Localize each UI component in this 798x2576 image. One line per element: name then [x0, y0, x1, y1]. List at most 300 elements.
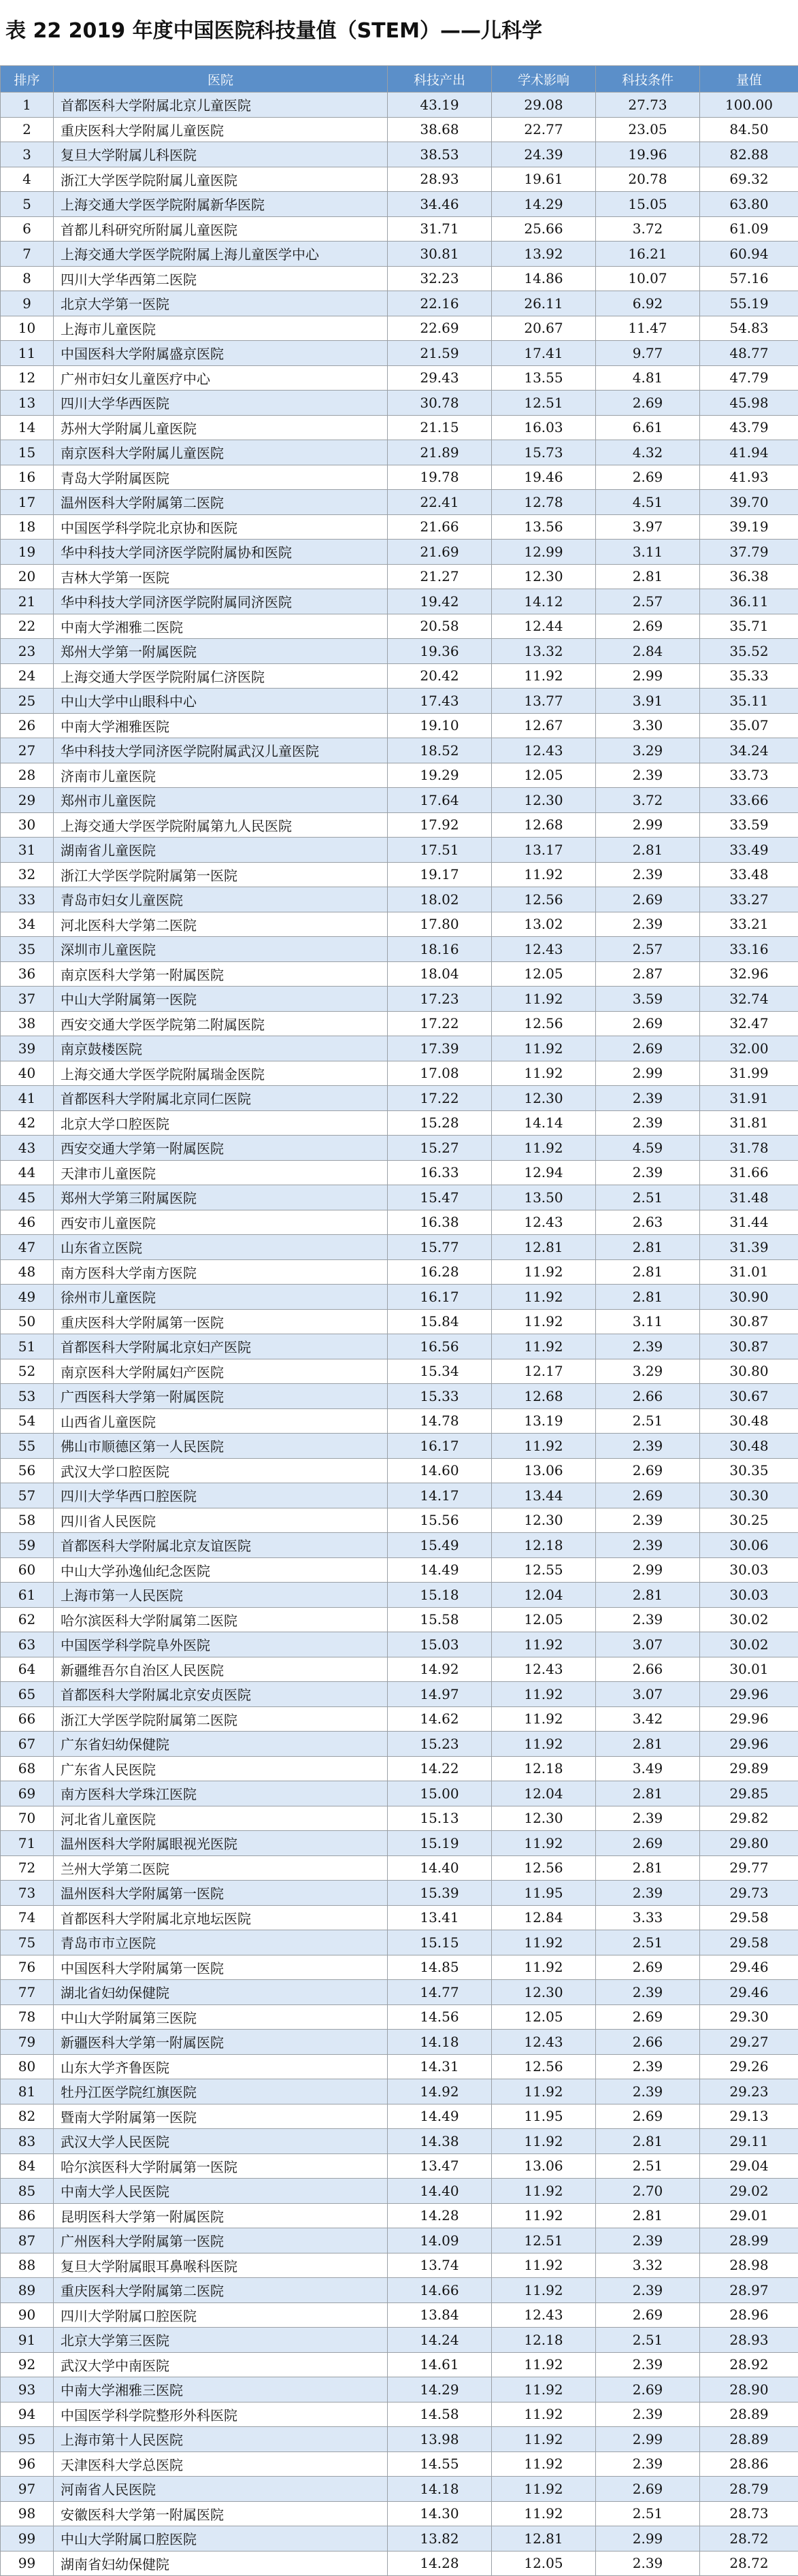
cell-score: 33.49 — [700, 838, 798, 863]
cell-score: 34.24 — [700, 738, 798, 763]
cell-rank: 92 — [1, 2352, 54, 2377]
cell-rank: 41 — [1, 1086, 54, 1111]
cell-impact: 12.44 — [492, 614, 596, 639]
cell-score: 63.80 — [700, 192, 798, 217]
cell-hospital: 武汉大学人民医院 — [54, 2129, 388, 2154]
cell-score: 28.89 — [700, 2427, 798, 2452]
cell-rank: 99 — [1, 2526, 54, 2552]
cell-rank: 93 — [1, 2377, 54, 2402]
cell-score: 35.52 — [700, 639, 798, 664]
cell-score: 31.99 — [700, 1061, 798, 1086]
cell-output: 28.93 — [388, 167, 492, 192]
cell-output: 21.59 — [388, 341, 492, 366]
cell-impact: 13.92 — [492, 242, 596, 267]
cell-conditions: 2.84 — [596, 639, 700, 664]
cell-impact: 11.92 — [492, 1831, 596, 1856]
cell-score: 33.21 — [700, 912, 798, 937]
cell-output: 15.34 — [388, 1359, 492, 1384]
table-row — [1, 1185, 798, 1210]
cell-rank: 78 — [1, 2004, 54, 2030]
cell-impact: 20.67 — [492, 316, 596, 341]
cell-output: 14.77 — [388, 1980, 492, 2005]
cell-output: 14.31 — [388, 2054, 492, 2079]
cell-score: 32.00 — [700, 1036, 798, 1061]
header-output: 科技产出 — [388, 66, 492, 93]
cell-hospital: 复旦大学附属眼耳鼻喉科医院 — [54, 2253, 388, 2278]
cell-conditions: 2.81 — [596, 1732, 700, 1757]
cell-hospital: 复旦大学附属儿科医院 — [54, 142, 388, 167]
cell-rank: 26 — [1, 713, 54, 738]
cell-score: 30.25 — [700, 1508, 798, 1533]
table-row — [1, 937, 798, 962]
cell-rank: 13 — [1, 391, 54, 416]
cell-score: 28.97 — [700, 2278, 798, 2303]
cell-score: 30.87 — [700, 1309, 798, 1334]
cell-conditions: 3.91 — [596, 689, 700, 714]
cell-output: 21.66 — [388, 514, 492, 540]
cell-impact: 11.92 — [492, 1309, 596, 1334]
cell-rank: 1 — [1, 93, 54, 118]
cell-rank: 30 — [1, 812, 54, 838]
cell-impact: 12.81 — [492, 1235, 596, 1260]
cell-output: 22.41 — [388, 490, 492, 515]
cell-impact: 12.30 — [492, 1806, 596, 1831]
cell-output: 17.64 — [388, 788, 492, 813]
cell-rank: 23 — [1, 639, 54, 664]
cell-hospital: 中国医科大学附属盛京医院 — [54, 341, 388, 366]
table-row — [1, 788, 798, 813]
cell-score: 30.48 — [700, 1408, 798, 1434]
cell-hospital: 吉林大学第一医院 — [54, 564, 388, 589]
cell-hospital: 首都医科大学附属北京安贞医院 — [54, 1682, 388, 1707]
cell-score: 29.04 — [700, 2153, 798, 2179]
cell-output: 17.92 — [388, 812, 492, 838]
cell-rank: 68 — [1, 1756, 54, 1781]
cell-score: 31.91 — [700, 1086, 798, 1111]
cell-score: 29.13 — [700, 2104, 798, 2129]
cell-rank: 34 — [1, 912, 54, 937]
cell-output: 18.02 — [388, 887, 492, 912]
cell-output: 13.74 — [388, 2253, 492, 2278]
cell-conditions: 2.39 — [596, 2054, 700, 2079]
cell-rank: 8 — [1, 266, 54, 291]
cell-rank: 28 — [1, 763, 54, 788]
cell-output: 15.39 — [388, 1881, 492, 1906]
cell-impact: 12.18 — [492, 1533, 596, 1558]
cell-rank: 16 — [1, 465, 54, 490]
cell-rank: 9 — [1, 291, 54, 316]
cell-score: 100.00 — [700, 93, 798, 118]
cell-rank: 15 — [1, 440, 54, 465]
cell-hospital: 浙江大学医学院附属第二医院 — [54, 1706, 388, 1732]
cell-output: 15.77 — [388, 1235, 492, 1260]
cell-output: 15.03 — [388, 1632, 492, 1657]
cell-impact: 12.51 — [492, 391, 596, 416]
cell-conditions: 2.39 — [596, 2352, 700, 2377]
cell-score: 28.93 — [700, 2328, 798, 2353]
cell-hospital: 青岛市妇女儿童医院 — [54, 887, 388, 912]
table-row — [1, 291, 798, 316]
cell-rank: 29 — [1, 788, 54, 813]
cell-output: 14.09 — [388, 2228, 492, 2253]
table-row — [1, 1235, 798, 1260]
cell-hospital: 首都医科大学附属北京友谊医院 — [54, 1533, 388, 1558]
cell-conditions: 2.99 — [596, 2526, 700, 2552]
cell-rank: 69 — [1, 1781, 54, 1806]
cell-impact: 11.95 — [492, 2104, 596, 2129]
cell-conditions: 9.77 — [596, 341, 700, 366]
cell-score: 29.46 — [700, 1980, 798, 2005]
table-row — [1, 2228, 798, 2253]
cell-score: 31.66 — [700, 1160, 798, 1185]
cell-rank: 52 — [1, 1359, 54, 1384]
cell-output: 19.10 — [388, 713, 492, 738]
cell-rank: 7 — [1, 242, 54, 267]
cell-score: 39.19 — [700, 514, 798, 540]
cell-rank: 79 — [1, 2030, 54, 2055]
cell-impact: 22.77 — [492, 117, 596, 142]
cell-impact: 11.92 — [492, 663, 596, 689]
cell-hospital: 武汉大学口腔医院 — [54, 1458, 388, 1483]
cell-hospital: 哈尔滨医科大学附属第二医院 — [54, 1607, 388, 1632]
cell-impact: 12.81 — [492, 2526, 596, 2552]
cell-rank: 88 — [1, 2253, 54, 2278]
cell-score: 33.59 — [700, 812, 798, 838]
cell-hospital: 华中科技大学同济医学院附属武汉儿童医院 — [54, 738, 388, 763]
cell-score: 33.48 — [700, 862, 798, 887]
cell-output: 14.92 — [388, 1657, 492, 1682]
cell-output: 17.22 — [388, 1086, 492, 1111]
cell-hospital: 广东省人民医院 — [54, 1756, 388, 1781]
cell-score: 29.96 — [700, 1706, 798, 1732]
cell-score: 33.16 — [700, 937, 798, 962]
table-row — [1, 2352, 798, 2377]
cell-output: 34.46 — [388, 192, 492, 217]
cell-rank: 80 — [1, 2054, 54, 2079]
cell-conditions: 2.69 — [596, 2477, 700, 2502]
cell-rank: 11 — [1, 341, 54, 366]
cell-hospital: 青岛市市立医院 — [54, 1930, 388, 1955]
cell-impact: 12.78 — [492, 490, 596, 515]
cell-conditions: 2.69 — [596, 887, 700, 912]
cell-impact: 11.92 — [492, 1036, 596, 1061]
cell-hospital: 河北医科大学第二医院 — [54, 912, 388, 937]
cell-impact: 13.02 — [492, 912, 596, 937]
cell-impact: 12.30 — [492, 1508, 596, 1533]
cell-score: 55.19 — [700, 291, 798, 316]
cell-hospital: 青岛大学附属医院 — [54, 465, 388, 490]
cell-output: 14.28 — [388, 2551, 492, 2576]
cell-output: 17.80 — [388, 912, 492, 937]
cell-output: 14.78 — [388, 1408, 492, 1434]
cell-rank: 18 — [1, 514, 54, 540]
table-row — [1, 192, 798, 217]
cell-hospital: 上海交通大学医学院附属第九人民医院 — [54, 812, 388, 838]
cell-hospital: 中国医学科学院阜外医院 — [54, 1632, 388, 1657]
cell-impact: 11.92 — [492, 2129, 596, 2154]
table-row — [1, 1309, 798, 1334]
table-row — [1, 912, 798, 937]
table-row — [1, 2377, 798, 2402]
cell-impact: 11.92 — [492, 987, 596, 1012]
table-row — [1, 2203, 798, 2228]
cell-hospital: 兰州大学第二医院 — [54, 1855, 388, 1881]
cell-impact: 12.43 — [492, 937, 596, 962]
cell-hospital: 河北省儿童医院 — [54, 1806, 388, 1831]
cell-rank: 27 — [1, 738, 54, 763]
cell-conditions: 2.39 — [596, 1533, 700, 1558]
cell-output: 14.24 — [388, 2328, 492, 2353]
cell-hospital: 广州医科大学附属第一医院 — [54, 2228, 388, 2253]
cell-rank: 60 — [1, 1557, 54, 1583]
table-row — [1, 1583, 798, 1608]
cell-score: 28.96 — [700, 2302, 798, 2328]
cell-conditions: 3.30 — [596, 713, 700, 738]
cell-rank: 42 — [1, 1110, 54, 1136]
table-row — [1, 1110, 798, 1136]
cell-output: 13.84 — [388, 2302, 492, 2328]
cell-output: 14.97 — [388, 1682, 492, 1707]
cell-score: 29.82 — [700, 1806, 798, 1831]
cell-output: 32.23 — [388, 266, 492, 291]
cell-hospital: 郑州大学第一附属医院 — [54, 639, 388, 664]
cell-impact: 11.92 — [492, 2477, 596, 2502]
cell-rank: 83 — [1, 2129, 54, 2154]
cell-conditions: 2.99 — [596, 663, 700, 689]
cell-impact: 11.92 — [492, 1285, 596, 1310]
cell-output: 16.28 — [388, 1259, 492, 1285]
cell-impact: 12.43 — [492, 1210, 596, 1235]
cell-output: 15.28 — [388, 1110, 492, 1136]
cell-conditions: 3.11 — [596, 540, 700, 565]
cell-score: 28.72 — [700, 2551, 798, 2576]
cell-conditions: 3.72 — [596, 216, 700, 242]
cell-conditions: 3.32 — [596, 2253, 700, 2278]
table-row — [1, 639, 798, 664]
cell-score: 30.02 — [700, 1632, 798, 1657]
cell-score: 32.96 — [700, 961, 798, 987]
cell-rank: 22 — [1, 614, 54, 639]
table-row — [1, 1980, 798, 2005]
cell-conditions: 2.66 — [596, 2030, 700, 2055]
cell-conditions: 6.61 — [596, 415, 700, 440]
cell-rank: 96 — [1, 2451, 54, 2477]
cell-rank: 48 — [1, 1259, 54, 1285]
table-row — [1, 838, 798, 863]
cell-rank: 40 — [1, 1061, 54, 1086]
cell-rank: 90 — [1, 2302, 54, 2328]
cell-rank: 73 — [1, 1881, 54, 1906]
cell-conditions: 2.39 — [596, 1881, 700, 1906]
cell-hospital: 四川大学华西医院 — [54, 391, 388, 416]
cell-score: 29.73 — [700, 1881, 798, 1906]
cell-impact: 11.92 — [492, 2079, 596, 2104]
table-row — [1, 2526, 798, 2552]
cell-conditions: 2.39 — [596, 1980, 700, 2005]
table-row — [1, 1831, 798, 1856]
cell-impact: 12.56 — [492, 887, 596, 912]
cell-score: 43.79 — [700, 415, 798, 440]
header-conditions: 科技条件 — [596, 66, 700, 93]
cell-conditions: 2.87 — [596, 961, 700, 987]
cell-conditions: 2.66 — [596, 1657, 700, 1682]
table-row — [1, 2551, 798, 2576]
table-row — [1, 1086, 798, 1111]
cell-output: 21.69 — [388, 540, 492, 565]
cell-output: 17.22 — [388, 1011, 492, 1036]
header-hospital: 医院 — [54, 66, 388, 93]
table-row — [1, 1160, 798, 1185]
cell-hospital: 温州医科大学附属第一医院 — [54, 1881, 388, 1906]
cell-conditions: 3.33 — [596, 1905, 700, 1930]
cell-conditions: 2.51 — [596, 1408, 700, 1434]
cell-rank: 58 — [1, 1508, 54, 1533]
cell-score: 29.96 — [700, 1732, 798, 1757]
cell-score: 28.89 — [700, 2402, 798, 2427]
cell-impact: 12.43 — [492, 2030, 596, 2055]
cell-hospital: 苏州大学附属儿童医院 — [54, 415, 388, 440]
ranking-table — [0, 65, 798, 2576]
cell-output: 15.19 — [388, 1831, 492, 1856]
cell-hospital: 广东省妇幼保健院 — [54, 1732, 388, 1757]
cell-score: 29.80 — [700, 1831, 798, 1856]
cell-output: 13.82 — [388, 2526, 492, 2552]
cell-rank: 4 — [1, 167, 54, 192]
cell-output: 17.23 — [388, 987, 492, 1012]
cell-impact: 14.12 — [492, 589, 596, 614]
cell-impact: 12.67 — [492, 713, 596, 738]
cell-score: 30.06 — [700, 1533, 798, 1558]
cell-score: 35.11 — [700, 689, 798, 714]
cell-impact: 11.92 — [492, 1682, 596, 1707]
cell-conditions: 2.81 — [596, 1855, 700, 1881]
cell-impact: 11.92 — [492, 1732, 596, 1757]
cell-conditions: 2.81 — [596, 2203, 700, 2228]
cell-score: 31.48 — [700, 1185, 798, 1210]
table-row — [1, 341, 798, 366]
cell-score: 28.98 — [700, 2253, 798, 2278]
cell-rank: 12 — [1, 365, 54, 391]
cell-conditions: 2.39 — [596, 2402, 700, 2427]
cell-output: 21.15 — [388, 415, 492, 440]
table-row — [1, 316, 798, 341]
cell-conditions: 4.32 — [596, 440, 700, 465]
cell-output: 21.89 — [388, 440, 492, 465]
cell-score: 30.80 — [700, 1359, 798, 1384]
cell-rank: 45 — [1, 1185, 54, 1210]
cell-rank: 24 — [1, 663, 54, 689]
table-row — [1, 167, 798, 192]
cell-output: 19.42 — [388, 589, 492, 614]
cell-output: 14.28 — [388, 2203, 492, 2228]
table-row — [1, 266, 798, 291]
cell-score: 29.30 — [700, 2004, 798, 2030]
cell-rank: 97 — [1, 2477, 54, 2502]
cell-hospital: 河南省人民医院 — [54, 2477, 388, 2502]
cell-conditions: 16.21 — [596, 242, 700, 267]
header-impact: 学术影响 — [492, 66, 596, 93]
cell-score: 33.73 — [700, 763, 798, 788]
cell-hospital: 首都医科大学附属北京地坛医院 — [54, 1905, 388, 1930]
cell-impact: 12.43 — [492, 1657, 596, 1682]
cell-conditions: 2.99 — [596, 2427, 700, 2452]
cell-hospital: 华中科技大学同济医学院附属协和医院 — [54, 540, 388, 565]
cell-rank: 44 — [1, 1160, 54, 1185]
cell-output: 15.00 — [388, 1781, 492, 1806]
cell-output: 22.16 — [388, 291, 492, 316]
cell-impact: 12.30 — [492, 1086, 596, 1111]
table-row — [1, 1955, 798, 1980]
table-row — [1, 1756, 798, 1781]
cell-impact: 11.92 — [492, 2501, 596, 2526]
cell-rank: 35 — [1, 937, 54, 962]
cell-rank: 43 — [1, 1136, 54, 1161]
table-row — [1, 142, 798, 167]
cell-impact: 29.08 — [492, 93, 596, 118]
cell-rank: 87 — [1, 2228, 54, 2253]
cell-impact: 11.92 — [492, 1334, 596, 1359]
cell-impact: 13.17 — [492, 838, 596, 863]
cell-hospital: 南方医科大学南方医院 — [54, 1259, 388, 1285]
cell-impact: 12.30 — [492, 1980, 596, 2005]
cell-conditions: 3.97 — [596, 514, 700, 540]
table-row — [1, 1855, 798, 1881]
cell-impact: 11.92 — [492, 1632, 596, 1657]
cell-rank: 36 — [1, 961, 54, 987]
cell-rank: 82 — [1, 2104, 54, 2129]
cell-rank: 10 — [1, 316, 54, 341]
table-row — [1, 1632, 798, 1657]
cell-score: 28.99 — [700, 2228, 798, 2253]
cell-score: 41.93 — [700, 465, 798, 490]
cell-hospital: 北京大学第三医院 — [54, 2328, 388, 2353]
cell-score: 48.77 — [700, 341, 798, 366]
cell-conditions: 20.78 — [596, 167, 700, 192]
cell-hospital: 南京医科大学第一附属医院 — [54, 961, 388, 987]
cell-impact: 11.92 — [492, 1930, 596, 1955]
cell-rank: 98 — [1, 2501, 54, 2526]
cell-output: 13.98 — [388, 2427, 492, 2452]
cell-rank: 63 — [1, 1632, 54, 1657]
cell-conditions: 2.63 — [596, 1210, 700, 1235]
cell-hospital: 中南大学人民医院 — [54, 2179, 388, 2204]
cell-output: 19.36 — [388, 639, 492, 664]
cell-output: 38.53 — [388, 142, 492, 167]
cell-score: 29.11 — [700, 2129, 798, 2154]
cell-impact: 12.04 — [492, 1583, 596, 1608]
table-row — [1, 589, 798, 614]
cell-conditions: 2.69 — [596, 2377, 700, 2402]
cell-score: 32.74 — [700, 987, 798, 1012]
table-row — [1, 1359, 798, 1384]
cell-impact: 12.30 — [492, 564, 596, 589]
table-row — [1, 1706, 798, 1732]
cell-hospital: 重庆医科大学附属儿童医院 — [54, 117, 388, 142]
cell-impact: 19.61 — [492, 167, 596, 192]
cell-rank: 14 — [1, 415, 54, 440]
cell-conditions: 2.81 — [596, 1235, 700, 1260]
cell-rank: 25 — [1, 689, 54, 714]
cell-conditions: 2.39 — [596, 1806, 700, 1831]
cell-conditions: 2.81 — [596, 1583, 700, 1608]
cell-rank: 19 — [1, 540, 54, 565]
table-row — [1, 2427, 798, 2452]
cell-rank: 46 — [1, 1210, 54, 1235]
cell-conditions: 2.39 — [596, 912, 700, 937]
cell-impact: 11.95 — [492, 1881, 596, 1906]
cell-conditions: 2.39 — [596, 763, 700, 788]
cell-impact: 12.99 — [492, 540, 596, 565]
